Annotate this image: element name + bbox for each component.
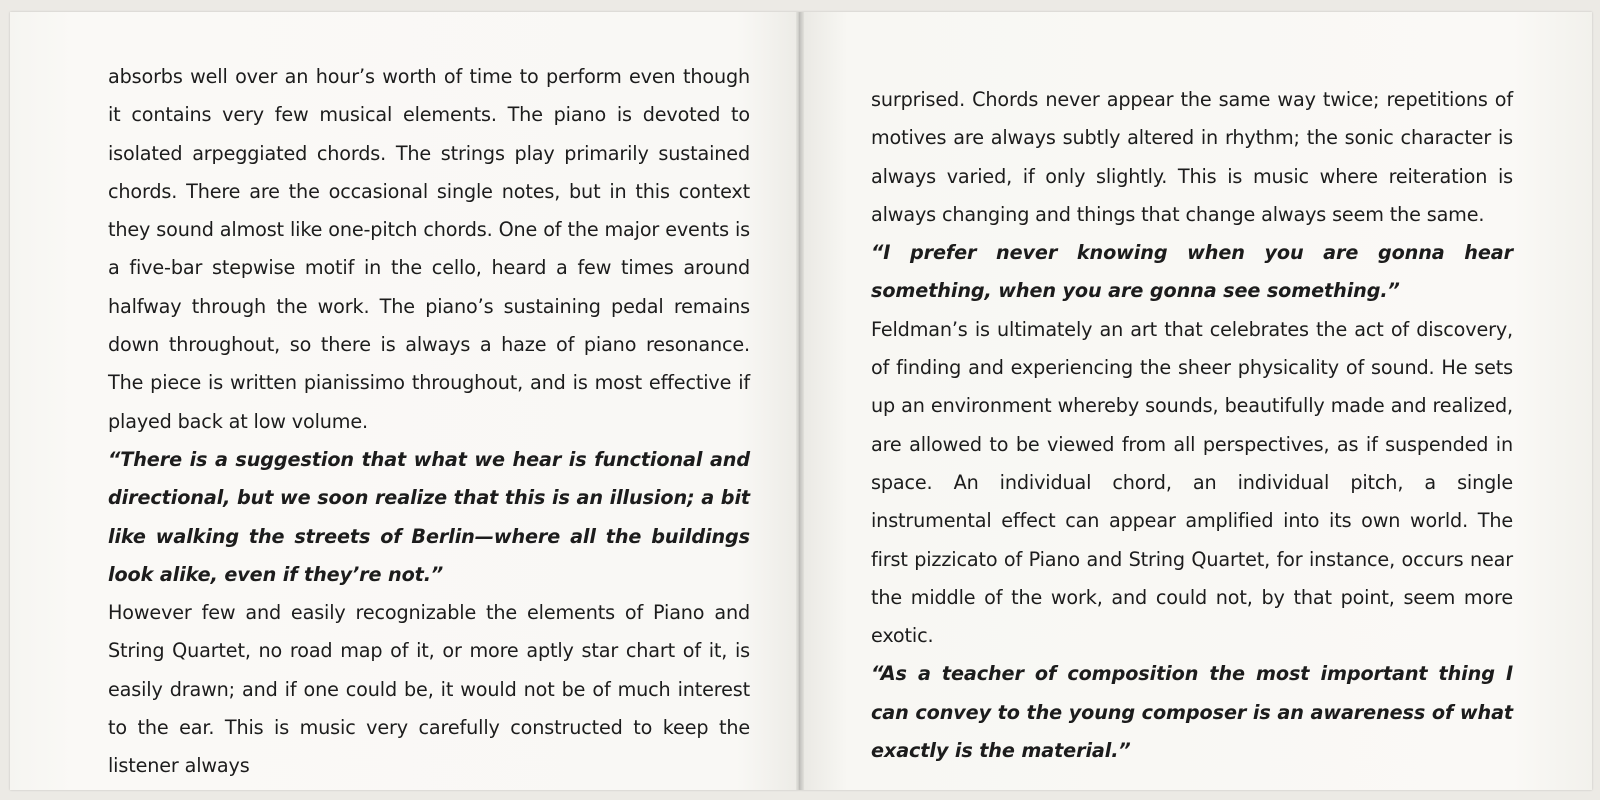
left-page [10,12,800,790]
right-quote-2: “As a teacher of composition the most important thing I can convey to the young composer is an awareness of what exactly is the material.” [871,662,1513,763]
right-quote-1: “I prefer never knowing when you are gonna hear something, when you are gonna see something.” [871,241,1513,303]
booklet-spread [10,12,1592,790]
right-paragraph-1: surprised. Chords never appear the same way twice; repetitions of motives are always subtly altered in rhythm; the sonic character is always varied, if only slightly. This is music where reiteration is always changing and things that change always seem the same. [871,88,1513,226]
right-paragraph-2: Feldman’s is ultimately an art that celebrates the act of discovery, of finding and experiencing the sheer physicality of sound. He sets up an environment whereby sounds, beautifully made and realized, are allowed to be viewed from all perspectives, as if suspended in space. An individual chord, an individual pitch, a single instrumental effect can appear amplified into its own world. The first pizzicato of Piano and String Quartet, for instance, occurs near the middle of the work, and could not, by that point, seem more exotic. [871,317,1513,648]
left-quote-1: “There is a suggestion that what we hear is functional and directional, but we soon realize that this is an illusion; a bit like walking the streets of Berlin—where all the buildings look alike, even if they’re not.” [108,447,750,586]
right-page [800,12,1592,790]
binding-gutter [796,12,804,790]
right-page-text [871,81,1513,770]
left-page-text [108,58,750,786]
left-paragraph-2: However few and easily recognizable the elements of Piano and String Quartet, no road map of it, or more aptly star chart of it, is easily drawn; and if one could be, it would not be of much interest to the ear. This is music very carefully constructed to keep the listener always [108,601,750,778]
left-paragraph-1: absorbs well over an hour’s worth of time to perform even though it contains very few musical elements. The piano is devoted to isolated arpeggiated chords. The strings play primarily sustained chords. There are the occasional single notes, but in this context they sound almost like one-pitch chords. One of the major events is a five-bar stepwise motif in the cello, heard a few times around halfway through the work. The piano’s sustaining pedal remains down throughout, so there is always a haze of piano resonance. The piece is written pianissimo throughout, and is most effective if played back at low volume. [108,65,750,433]
